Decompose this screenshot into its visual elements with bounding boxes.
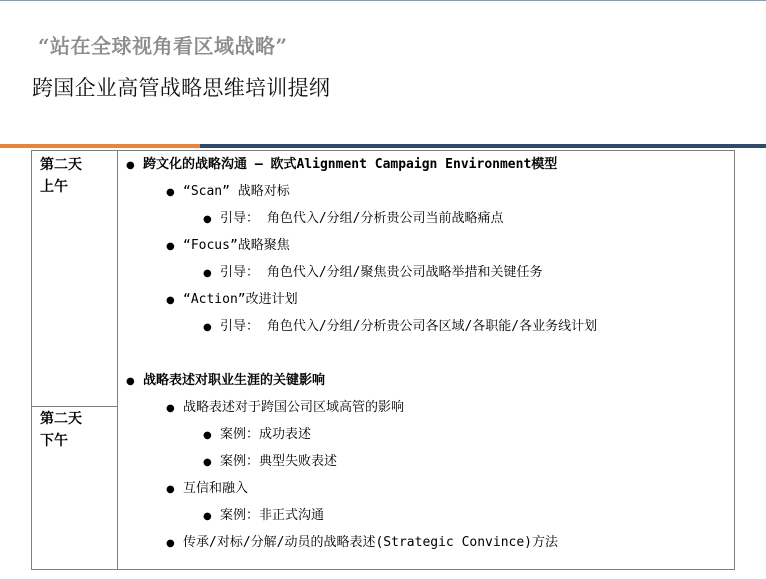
accent-bar-navy (200, 144, 766, 148)
bullet-icon: ● (166, 241, 175, 252)
session-divider (31, 406, 118, 407)
bullet-icon: ● (166, 538, 175, 549)
bullet-icon: ● (126, 160, 135, 171)
list-item: 案例：非正式沟通 (220, 508, 325, 523)
slide-title: 跨国企业高管战略思维培训提纲 (32, 76, 331, 100)
list-item: 案例：典型失败表述 (220, 454, 338, 469)
session-period: 上午 (40, 179, 68, 195)
list-item: “Focus”战略聚焦 (183, 238, 290, 253)
session-period: 下午 (40, 433, 68, 449)
bullet-icon: ● (203, 511, 212, 522)
list-item: “Scan” 战略对标 (183, 184, 290, 199)
session-label-afternoon (40, 408, 82, 452)
accent-bar-orange (0, 144, 200, 148)
list-item: “Action”改进计划 (183, 292, 298, 307)
bullet-icon: ● (166, 187, 175, 198)
topic-title: 战略表述对职业生涯的关键影响 (143, 373, 326, 388)
column-divider (117, 150, 118, 570)
bullet-icon: ● (126, 376, 135, 387)
session-day: 第二天 (40, 411, 82, 427)
bullet-icon: ● (203, 268, 212, 279)
list-item: 引导： 角色代入/分组/聚焦贵公司战略举措和关键任务 (220, 265, 543, 280)
list-item: 引导： 角色代入/分组/分析贵公司当前战略痛点 (220, 211, 504, 226)
bullet-icon: ● (203, 457, 212, 468)
bullet-icon: ● (203, 430, 212, 441)
bullet-icon: ● (166, 403, 175, 414)
bullet-icon: ● (203, 214, 212, 225)
session-day: 第二天 (40, 157, 82, 173)
topic-title: 跨文化的战略沟通 – 欧式Alignment Campaign Environment模型 (143, 157, 558, 172)
bullet-icon: ● (166, 295, 175, 306)
slide-subtitle: “站在全球视角看区域战略” (38, 34, 288, 58)
list-item: 引导： 角色代入/分组/分析贵公司各区域/各职能/各业务线计划 (220, 319, 598, 334)
bullet-icon: ● (203, 322, 212, 333)
bullet-icon: ● (166, 484, 175, 495)
top-rule (0, 0, 766, 1)
list-item: 案例：成功表述 (220, 427, 312, 442)
list-item: 互信和融入 (183, 481, 249, 496)
session-label-morning (40, 154, 82, 198)
list-item: 传承/对标/分解/动员的战略表述(Strategic Convince)方法 (183, 535, 559, 550)
list-item: 战略表述对于跨国公司区域高管的影响 (183, 400, 405, 415)
